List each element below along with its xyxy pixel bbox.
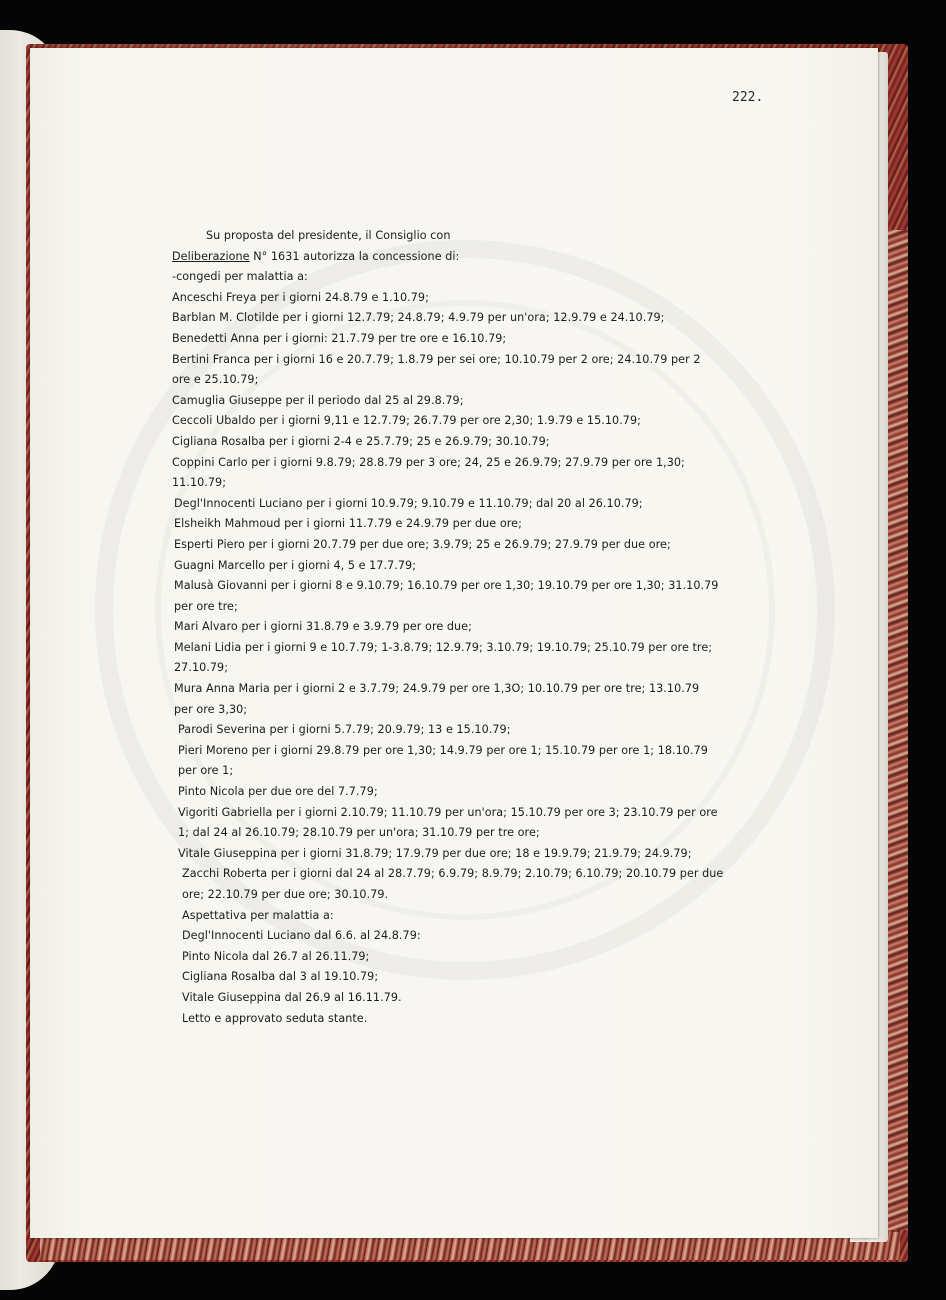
intro-line: Su proposta del presidente, il Consiglio con bbox=[206, 229, 451, 242]
congedo-line: Elsheikh Mahmoud per i giorni 11.7.79 e 24.9.79 per due ore; bbox=[174, 517, 522, 531]
congedo-line: Mari Alvaro per i giorni 31.8.79 e 3.9.79 per ore due; bbox=[174, 620, 472, 634]
congedo-line: Guagni Marcello per i giorni 4, 5 e 17.7.79; bbox=[174, 558, 417, 572]
aspettativa-line: Cigliana Rosalba dal 3 al 19.10.79; bbox=[182, 970, 379, 984]
aspettativa-line: Degl'Innocenti Luciano dal 6.6. al 24.8.79: bbox=[182, 929, 421, 943]
closing-line: Letto e approvato seduta stante. bbox=[182, 1011, 368, 1025]
page-number: 222. bbox=[732, 90, 764, 105]
congedo-line: Degl'Innocenti Luciano per i giorni 10.9.79; 9.10.79 e 11.10.79; dal 20 al 26.10.79; bbox=[174, 496, 643, 510]
congedo-line: Parodi Severina per i giorni 5.7.79; 20.9.79; 13 e 15.10.79; bbox=[178, 723, 511, 737]
congedo-line: Coppini Carlo per i giorni 9.8.79; 28.8.79 per 3 ore; 24, 25 e 26.9.79; 27.9.79 per ore 1,30; bbox=[172, 455, 685, 469]
congedo-line: per ore tre; bbox=[174, 599, 238, 613]
congedo-line: Bertini Franca per i giorni 16 e 20.7.79; 1.8.79 per sei ore; 10.10.79 per 2 ore; 24.10.79 per 2 bbox=[172, 352, 701, 366]
intro-line bbox=[172, 247, 787, 268]
aspettativa-line: Pinto Nicola dal 26.7 al 26.11.79; bbox=[182, 949, 370, 963]
congedo-line: 1; dal 24 al 26.10.79; 28.10.79 per un'ora; 31.10.79 per tre ore; bbox=[178, 826, 540, 840]
aspettativa-list bbox=[172, 926, 787, 1008]
congedo-line: 11.10.79; bbox=[172, 476, 227, 490]
congedo-line: Melani Lidia per i giorni 9 e 10.7.79; 1-3.8.79; 12.9.79; 3.10.79; 19.10.79; 25.10.79 per ore tre; bbox=[174, 640, 713, 654]
congedo-line: Malusà Giovanni per i giorni 8 e 9.10.79; 16.10.79 per ore 1,30; 19.10.79 per ore 1,30; 31.10.79 bbox=[174, 579, 719, 593]
congedo-line: Vigoriti Gabriella per i giorni 2.10.79; 11.10.79 per un'ora; 15.10.79 per ore 3; 23.10.79 per ore bbox=[178, 805, 718, 819]
congedo-line: Mura Anna Maria per i giorni 2 e 3.7.79; 24.9.79 per ore 1,3O; 10.10.79 per ore tre; 13.10.79 bbox=[174, 682, 700, 696]
congedo-line: ore; 22.10.79 per due ore; 30.10.79. bbox=[182, 888, 389, 901]
minutes-text bbox=[172, 226, 787, 1029]
congedo-line: Esperti Piero per i giorni 20.7.79 per due ore; 3.9.79; 25 e 26.9.79; 27.9.79 per due ore; bbox=[174, 537, 671, 551]
congedo-line: Camuglia Giuseppe per il periodo dal 25 al 29.8.79; bbox=[172, 393, 464, 407]
congedo-line: Zacchi Roberta per i giorni dal 24 al 28.7.79; 6.9.79; 8.9.79; 2.10.79; 6.10.79; 20.10.79 per due bbox=[182, 867, 724, 881]
congedo-line: Cigliana Rosalba per i giorni 2-4 e 25.7.79; 25 e 26.9.79; 30.10.79; bbox=[172, 434, 550, 448]
congedo-line: ore e 25.10.79; bbox=[172, 373, 259, 387]
congedo-line: Pieri Moreno per i giorni 29.8.79 per ore 1,30; 14.9.79 per ore 1; 15.10.79 per ore 1; 18.10.79 bbox=[178, 743, 708, 757]
intro-line-rest: N° 1631 autorizza la concessione di: bbox=[249, 249, 460, 263]
aspettativa-heading: Aspettativa per malattia a: bbox=[182, 908, 334, 922]
congedo-line: Barblan M. Clotilde per i giorni 12.7.79; 24.8.79; 4.9.79 per un'ora; 12.9.79 e 24.10.79; bbox=[172, 311, 665, 325]
congedo-line: Ceccoli Ubaldo per i giorni 9,11 e 12.7.79; 26.7.79 per ore 2,30; 1.9.79 e 15.10.79; bbox=[172, 414, 641, 428]
congedo-line: Benedetti Anna per i giorni: 21.7.79 per tre ore e 16.10.79; bbox=[172, 331, 507, 345]
congedo-line: 27.10.79; bbox=[174, 661, 229, 675]
congedo-line: per ore 1; bbox=[178, 764, 234, 778]
congedo-line: Anceschi Freya per i giorni 24.8.79 e 1.10.79; bbox=[172, 290, 429, 304]
intro-line: -congedi per malattia a: bbox=[172, 270, 308, 284]
congedi-list bbox=[172, 288, 787, 906]
aspettativa-line: Vitale Giuseppina dal 26.9 al 16.11.79. bbox=[182, 990, 402, 1004]
congedo-line: Vitale Giuseppina per i giorni 31.8.79; 17.9.79 per due ore; 18 e 19.9.79; 21.9.79; 24.9.79; bbox=[178, 846, 692, 860]
congedo-line: Pinto Nicola per due ore del 7.7.79; bbox=[178, 785, 378, 799]
congedo-line: per ore 3,30; bbox=[174, 702, 248, 716]
deliberazione-label: Deliberazione bbox=[172, 249, 250, 263]
